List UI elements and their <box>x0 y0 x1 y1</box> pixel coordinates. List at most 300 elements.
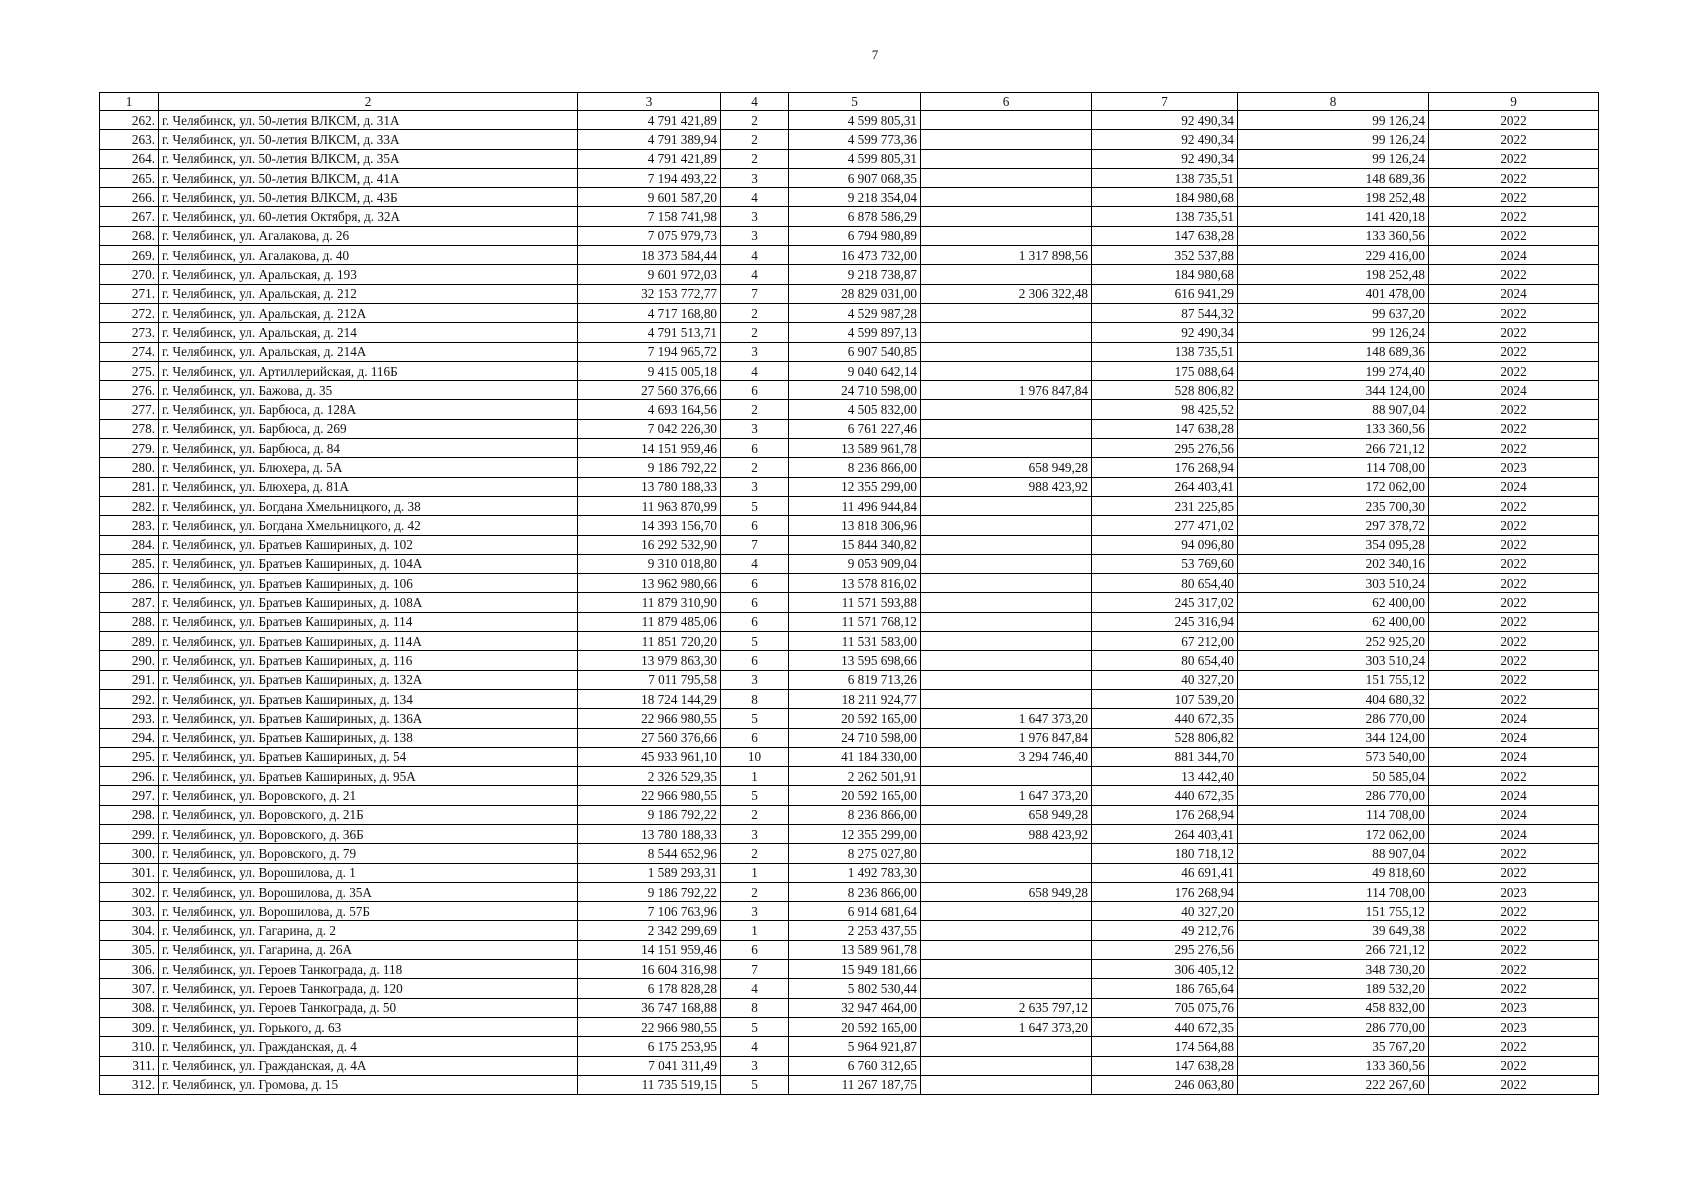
address-cell: г. Челябинск, ул. Героев Танкограда, д. 118 <box>159 960 578 979</box>
year-cell: 2022 <box>1429 323 1599 342</box>
control-cost-cell: 176 268,94 <box>1092 882 1238 901</box>
extra-cost-cell: 2 635 797,12 <box>921 998 1092 1017</box>
total-cost-cell: 1 589 293,31 <box>578 863 721 882</box>
address-cell: г. Челябинск, ул. 50-летия ВЛКСМ, д. 35А <box>159 149 578 168</box>
extra-cost-cell <box>921 168 1092 187</box>
table-row <box>100 728 1599 747</box>
extra-cost-cell: 658 949,28 <box>921 882 1092 901</box>
row-number-cell: 276. <box>100 381 159 400</box>
table-row <box>100 902 1599 921</box>
design-cost-cell: 266 721,12 <box>1238 940 1429 959</box>
count-cell: 5 <box>721 786 789 805</box>
total-cost-cell: 7 042 226,30 <box>578 419 721 438</box>
row-number-cell: 266. <box>100 188 159 207</box>
address-cell: г. Челябинск, ул. Ворошилова, д. 57Б <box>159 902 578 921</box>
cost-cell: 6 907 068,35 <box>789 168 921 187</box>
year-cell: 2022 <box>1429 670 1599 689</box>
address-cell: г. Челябинск, ул. Аральская, д. 214 <box>159 323 578 342</box>
extra-cost-cell <box>921 767 1092 786</box>
control-cost-cell: 13 442,40 <box>1092 767 1238 786</box>
count-cell: 7 <box>721 284 789 303</box>
cost-cell: 4 529 987,28 <box>789 303 921 322</box>
count-cell: 2 <box>721 844 789 863</box>
year-cell: 2024 <box>1429 381 1599 400</box>
row-number-cell: 296. <box>100 767 159 786</box>
year-cell: 2023 <box>1429 998 1599 1017</box>
control-cost-cell: 92 490,34 <box>1092 130 1238 149</box>
total-cost-cell: 16 292 532,90 <box>578 535 721 554</box>
count-cell: 4 <box>721 188 789 207</box>
address-cell: г. Челябинск, ул. Братьев Кашириных, д. 136А <box>159 709 578 728</box>
table-row <box>100 670 1599 689</box>
total-cost-cell: 9 601 587,20 <box>578 188 721 207</box>
extra-cost-cell <box>921 670 1092 689</box>
column-header: 6 <box>921 93 1092 111</box>
control-cost-cell: 147 638,28 <box>1092 226 1238 245</box>
control-cost-cell: 705 075,76 <box>1092 998 1238 1017</box>
extra-cost-cell <box>921 111 1092 130</box>
control-cost-cell: 175 088,64 <box>1092 361 1238 380</box>
year-cell: 2022 <box>1429 902 1599 921</box>
address-cell: г. Челябинск, ул. Громова, д. 15 <box>159 1075 578 1094</box>
count-cell: 6 <box>721 593 789 612</box>
address-cell: г. Челябинск, ул. Аральская, д. 214А <box>159 342 578 361</box>
column-header: 5 <box>789 93 921 111</box>
total-cost-cell: 7 194 965,72 <box>578 342 721 361</box>
control-cost-cell: 46 691,41 <box>1092 863 1238 882</box>
table-row <box>100 554 1599 573</box>
count-cell: 2 <box>721 303 789 322</box>
address-cell: г. Челябинск, ул. Барбюса, д. 84 <box>159 439 578 458</box>
table-row <box>100 1037 1599 1056</box>
row-number-cell: 273. <box>100 323 159 342</box>
control-cost-cell: 49 212,76 <box>1092 921 1238 940</box>
year-cell: 2022 <box>1429 574 1599 593</box>
table-row <box>100 535 1599 554</box>
extra-cost-cell <box>921 361 1092 380</box>
cost-cell: 11 267 187,75 <box>789 1075 921 1094</box>
row-number-cell: 275. <box>100 361 159 380</box>
total-cost-cell: 8 544 652,96 <box>578 844 721 863</box>
address-cell: г. Челябинск, ул. Братьев Кашириных, д. 132А <box>159 670 578 689</box>
total-cost-cell: 11 735 519,15 <box>578 1075 721 1094</box>
year-cell: 2022 <box>1429 554 1599 573</box>
total-cost-cell: 22 966 980,55 <box>578 709 721 728</box>
year-cell: 2022 <box>1429 149 1599 168</box>
cost-cell: 8 236 866,00 <box>789 805 921 824</box>
count-cell: 3 <box>721 1056 789 1075</box>
total-cost-cell: 36 747 168,88 <box>578 998 721 1017</box>
control-cost-cell: 277 471,02 <box>1092 516 1238 535</box>
extra-cost-cell: 3 294 746,40 <box>921 747 1092 766</box>
count-cell: 5 <box>721 496 789 515</box>
count-cell: 2 <box>721 805 789 824</box>
control-cost-cell: 176 268,94 <box>1092 805 1238 824</box>
cost-cell: 6 819 713,26 <box>789 670 921 689</box>
design-cost-cell: 49 818,60 <box>1238 863 1429 882</box>
year-cell: 2024 <box>1429 786 1599 805</box>
register-table <box>99 92 1599 1095</box>
row-number-cell: 288. <box>100 612 159 631</box>
cost-cell: 32 947 464,00 <box>789 998 921 1017</box>
address-cell: г. Челябинск, ул. Братьев Кашириных, д. 134 <box>159 689 578 708</box>
extra-cost-cell <box>921 632 1092 651</box>
row-number-cell: 265. <box>100 168 159 187</box>
count-cell: 3 <box>721 342 789 361</box>
count-cell: 3 <box>721 824 789 843</box>
extra-cost-cell <box>921 960 1092 979</box>
control-cost-cell: 264 403,41 <box>1092 477 1238 496</box>
extra-cost-cell <box>921 979 1092 998</box>
total-cost-cell: 9 601 972,03 <box>578 265 721 284</box>
design-cost-cell: 62 400,00 <box>1238 593 1429 612</box>
cost-cell: 20 592 165,00 <box>789 1017 921 1036</box>
design-cost-cell: 50 585,04 <box>1238 767 1429 786</box>
year-cell: 2022 <box>1429 168 1599 187</box>
address-cell: г. Челябинск, ул. Агалакова, д. 26 <box>159 226 578 245</box>
table-row <box>100 516 1599 535</box>
design-cost-cell: 404 680,32 <box>1238 689 1429 708</box>
control-cost-cell: 67 212,00 <box>1092 632 1238 651</box>
year-cell: 2022 <box>1429 303 1599 322</box>
design-cost-cell: 198 252,48 <box>1238 265 1429 284</box>
extra-cost-cell <box>921 188 1092 207</box>
control-cost-cell: 174 564,88 <box>1092 1037 1238 1056</box>
extra-cost-cell: 1 647 373,20 <box>921 1017 1092 1036</box>
extra-cost-cell <box>921 226 1092 245</box>
total-cost-cell: 9 186 792,22 <box>578 458 721 477</box>
total-cost-cell: 7 075 979,73 <box>578 226 721 245</box>
table-row <box>100 747 1599 766</box>
design-cost-cell: 297 378,72 <box>1238 516 1429 535</box>
control-cost-cell: 40 327,20 <box>1092 902 1238 921</box>
table-row <box>100 477 1599 496</box>
count-cell: 3 <box>721 419 789 438</box>
table-row <box>100 689 1599 708</box>
cost-cell: 5 802 530,44 <box>789 979 921 998</box>
total-cost-cell: 27 560 376,66 <box>578 728 721 747</box>
control-cost-cell: 245 316,94 <box>1092 612 1238 631</box>
table-row <box>100 960 1599 979</box>
row-number-cell: 262. <box>100 111 159 130</box>
address-cell: г. Челябинск, ул. Братьев Кашириных, д. 102 <box>159 535 578 554</box>
extra-cost-cell <box>921 844 1092 863</box>
table-row <box>100 111 1599 130</box>
control-cost-cell: 80 654,40 <box>1092 574 1238 593</box>
row-number-cell: 280. <box>100 458 159 477</box>
address-cell: г. Челябинск, ул. Аральская, д. 193 <box>159 265 578 284</box>
cost-cell: 28 829 031,00 <box>789 284 921 303</box>
extra-cost-cell <box>921 940 1092 959</box>
table-row <box>100 130 1599 149</box>
design-cost-cell: 189 532,20 <box>1238 979 1429 998</box>
control-cost-cell: 147 638,28 <box>1092 1056 1238 1075</box>
design-cost-cell: 39 649,38 <box>1238 921 1429 940</box>
control-cost-cell: 295 276,56 <box>1092 439 1238 458</box>
address-cell: г. Челябинск, ул. Богдана Хмельницкого, д. 42 <box>159 516 578 535</box>
address-cell: г. Челябинск, ул. Братьев Кашириных, д. 95А <box>159 767 578 786</box>
table-row <box>100 168 1599 187</box>
total-cost-cell: 9 310 018,80 <box>578 554 721 573</box>
address-cell: г. Челябинск, ул. Бажова, д. 35 <box>159 381 578 400</box>
total-cost-cell: 13 780 188,33 <box>578 824 721 843</box>
year-cell: 2022 <box>1429 921 1599 940</box>
extra-cost-cell <box>921 323 1092 342</box>
control-cost-cell: 440 672,35 <box>1092 1017 1238 1036</box>
table-row <box>100 284 1599 303</box>
address-cell: г. Челябинск, ул. Артиллерийская, д. 116Б <box>159 361 578 380</box>
year-cell: 2024 <box>1429 747 1599 766</box>
extra-cost-cell <box>921 149 1092 168</box>
control-cost-cell: 186 765,64 <box>1092 979 1238 998</box>
row-number-cell: 309. <box>100 1017 159 1036</box>
year-cell: 2022 <box>1429 361 1599 380</box>
cost-cell: 41 184 330,00 <box>789 747 921 766</box>
year-cell: 2022 <box>1429 593 1599 612</box>
table-row <box>100 419 1599 438</box>
control-cost-cell: 245 317,02 <box>1092 593 1238 612</box>
extra-cost-cell <box>921 902 1092 921</box>
count-cell: 8 <box>721 689 789 708</box>
extra-cost-cell <box>921 516 1092 535</box>
row-number-cell: 293. <box>100 709 159 728</box>
total-cost-cell: 32 153 772,77 <box>578 284 721 303</box>
row-number-cell: 263. <box>100 130 159 149</box>
address-cell: г. Челябинск, ул. Блюхера, д. 81А <box>159 477 578 496</box>
extra-cost-cell: 1 976 847,84 <box>921 728 1092 747</box>
extra-cost-cell <box>921 593 1092 612</box>
address-cell: г. Челябинск, ул. Братьев Кашириных, д. 108А <box>159 593 578 612</box>
design-cost-cell: 199 274,40 <box>1238 361 1429 380</box>
count-cell: 3 <box>721 902 789 921</box>
address-cell: г. Челябинск, ул. Барбюса, д. 128А <box>159 400 578 419</box>
cost-cell: 16 473 732,00 <box>789 246 921 265</box>
control-cost-cell: 440 672,35 <box>1092 786 1238 805</box>
address-cell: г. Челябинск, ул. 50-летия ВЛКСМ, д. 43Б <box>159 188 578 207</box>
row-number-cell: 311. <box>100 1056 159 1075</box>
design-cost-cell: 151 755,12 <box>1238 902 1429 921</box>
design-cost-cell: 266 721,12 <box>1238 439 1429 458</box>
address-cell: г. Челябинск, ул. Ворошилова, д. 1 <box>159 863 578 882</box>
extra-cost-cell <box>921 207 1092 226</box>
total-cost-cell: 2 326 529,35 <box>578 767 721 786</box>
extra-cost-cell <box>921 130 1092 149</box>
design-cost-cell: 172 062,00 <box>1238 824 1429 843</box>
total-cost-cell: 9 186 792,22 <box>578 882 721 901</box>
address-cell: г. Челябинск, ул. Ворошилова, д. 35А <box>159 882 578 901</box>
year-cell: 2023 <box>1429 1017 1599 1036</box>
count-cell: 6 <box>721 574 789 593</box>
control-cost-cell: 107 539,20 <box>1092 689 1238 708</box>
row-number-cell: 284. <box>100 535 159 554</box>
control-cost-cell: 528 806,82 <box>1092 728 1238 747</box>
design-cost-cell: 133 360,56 <box>1238 419 1429 438</box>
control-cost-cell: 92 490,34 <box>1092 323 1238 342</box>
design-cost-cell: 229 416,00 <box>1238 246 1429 265</box>
design-cost-cell: 114 708,00 <box>1238 805 1429 824</box>
total-cost-cell: 13 780 188,33 <box>578 477 721 496</box>
cost-cell: 4 599 805,31 <box>789 111 921 130</box>
row-number-cell: 308. <box>100 998 159 1017</box>
year-cell: 2022 <box>1429 651 1599 670</box>
table-row <box>100 226 1599 245</box>
address-cell: г. Челябинск, ул. Гагарина, д. 26А <box>159 940 578 959</box>
row-number-cell: 299. <box>100 824 159 843</box>
row-number-cell: 281. <box>100 477 159 496</box>
design-cost-cell: 151 755,12 <box>1238 670 1429 689</box>
address-cell: г. Челябинск, ул. Гражданская, д. 4 <box>159 1037 578 1056</box>
cost-cell: 6 760 312,65 <box>789 1056 921 1075</box>
design-cost-cell: 354 095,28 <box>1238 535 1429 554</box>
address-cell: г. Челябинск, ул. Воровского, д. 79 <box>159 844 578 863</box>
address-cell: г. Челябинск, ул. Блюхера, д. 5А <box>159 458 578 477</box>
total-cost-cell: 22 966 980,55 <box>578 786 721 805</box>
year-cell: 2024 <box>1429 709 1599 728</box>
control-cost-cell: 176 268,94 <box>1092 458 1238 477</box>
control-cost-cell: 352 537,88 <box>1092 246 1238 265</box>
year-cell: 2024 <box>1429 824 1599 843</box>
control-cost-cell: 80 654,40 <box>1092 651 1238 670</box>
total-cost-cell: 13 979 863,30 <box>578 651 721 670</box>
row-number-cell: 295. <box>100 747 159 766</box>
design-cost-cell: 303 510,24 <box>1238 574 1429 593</box>
extra-cost-cell: 1 647 373,20 <box>921 786 1092 805</box>
row-number-cell: 289. <box>100 632 159 651</box>
extra-cost-cell <box>921 651 1092 670</box>
count-cell: 2 <box>721 458 789 477</box>
count-cell: 3 <box>721 168 789 187</box>
address-cell: г. Челябинск, ул. Барбюса, д. 269 <box>159 419 578 438</box>
row-number-cell: 282. <box>100 496 159 515</box>
extra-cost-cell: 2 306 322,48 <box>921 284 1092 303</box>
cost-cell: 13 589 961,78 <box>789 439 921 458</box>
table-row <box>100 1075 1599 1094</box>
extra-cost-cell <box>921 921 1092 940</box>
control-cost-cell: 98 425,52 <box>1092 400 1238 419</box>
year-cell: 2022 <box>1429 130 1599 149</box>
extra-cost-cell <box>921 554 1092 573</box>
year-cell: 2022 <box>1429 979 1599 998</box>
extra-cost-cell: 658 949,28 <box>921 805 1092 824</box>
count-cell: 4 <box>721 246 789 265</box>
design-cost-cell: 99 126,24 <box>1238 111 1429 130</box>
design-cost-cell: 344 124,00 <box>1238 728 1429 747</box>
table-row <box>100 361 1599 380</box>
count-cell: 3 <box>721 477 789 496</box>
count-cell: 2 <box>721 323 789 342</box>
address-cell: г. Челябинск, ул. Агалакова, д. 40 <box>159 246 578 265</box>
row-number-cell: 278. <box>100 419 159 438</box>
year-cell: 2024 <box>1429 728 1599 747</box>
count-cell: 3 <box>721 207 789 226</box>
cost-cell: 12 355 299,00 <box>789 477 921 496</box>
control-cost-cell: 180 718,12 <box>1092 844 1238 863</box>
design-cost-cell: 172 062,00 <box>1238 477 1429 496</box>
count-cell: 4 <box>721 265 789 284</box>
row-number-cell: 305. <box>100 940 159 959</box>
count-cell: 7 <box>721 960 789 979</box>
row-number-cell: 306. <box>100 960 159 979</box>
extra-cost-cell <box>921 265 1092 284</box>
cost-cell: 4 599 805,31 <box>789 149 921 168</box>
count-cell: 10 <box>721 747 789 766</box>
cost-cell: 24 710 598,00 <box>789 381 921 400</box>
row-number-cell: 286. <box>100 574 159 593</box>
row-number-cell: 269. <box>100 246 159 265</box>
extra-cost-cell <box>921 574 1092 593</box>
total-cost-cell: 7 106 763,96 <box>578 902 721 921</box>
table-header <box>100 93 1599 111</box>
total-cost-cell: 6 175 253,95 <box>578 1037 721 1056</box>
table-row <box>100 574 1599 593</box>
row-number-cell: 310. <box>100 1037 159 1056</box>
cost-cell: 6 794 980,89 <box>789 226 921 245</box>
design-cost-cell: 202 340,16 <box>1238 554 1429 573</box>
address-cell: г. Челябинск, ул. Братьев Кашириных, д. 104А <box>159 554 578 573</box>
table-row <box>100 188 1599 207</box>
row-number-cell: 302. <box>100 882 159 901</box>
design-cost-cell: 458 832,00 <box>1238 998 1429 1017</box>
control-cost-cell: 40 327,20 <box>1092 670 1238 689</box>
count-cell: 6 <box>721 516 789 535</box>
table-row <box>100 651 1599 670</box>
count-cell: 6 <box>721 728 789 747</box>
cost-cell: 4 599 897,13 <box>789 323 921 342</box>
year-cell: 2022 <box>1429 496 1599 515</box>
column-header: 8 <box>1238 93 1429 111</box>
total-cost-cell: 2 342 299,69 <box>578 921 721 940</box>
cost-cell: 11 571 593,88 <box>789 593 921 612</box>
design-cost-cell: 88 907,04 <box>1238 844 1429 863</box>
row-number-cell: 298. <box>100 805 159 824</box>
total-cost-cell: 14 393 156,70 <box>578 516 721 535</box>
address-cell: г. Челябинск, ул. Братьев Кашириных, д. 138 <box>159 728 578 747</box>
control-cost-cell: 138 735,51 <box>1092 168 1238 187</box>
year-cell: 2022 <box>1429 940 1599 959</box>
row-number-cell: 291. <box>100 670 159 689</box>
year-cell: 2024 <box>1429 284 1599 303</box>
column-header: 1 <box>100 93 159 111</box>
total-cost-cell: 13 962 980,66 <box>578 574 721 593</box>
column-header: 9 <box>1429 93 1599 111</box>
year-cell: 2022 <box>1429 1037 1599 1056</box>
row-number-cell: 277. <box>100 400 159 419</box>
total-cost-cell: 4 791 389,94 <box>578 130 721 149</box>
year-cell: 2022 <box>1429 1075 1599 1094</box>
year-cell: 2024 <box>1429 477 1599 496</box>
total-cost-cell: 14 151 959,46 <box>578 439 721 458</box>
table-body <box>100 111 1599 1095</box>
year-cell: 2022 <box>1429 516 1599 535</box>
table-row <box>100 400 1599 419</box>
table-row <box>100 1017 1599 1036</box>
column-header: 7 <box>1092 93 1238 111</box>
design-cost-cell: 148 689,36 <box>1238 342 1429 361</box>
table-row <box>100 149 1599 168</box>
cost-cell: 6 907 540,85 <box>789 342 921 361</box>
row-number-cell: 301. <box>100 863 159 882</box>
design-cost-cell: 148 689,36 <box>1238 168 1429 187</box>
table-row <box>100 786 1599 805</box>
total-cost-cell: 11 879 310,90 <box>578 593 721 612</box>
address-cell: г. Челябинск, ул. Воровского, д. 21 <box>159 786 578 805</box>
cost-cell: 6 761 227,46 <box>789 419 921 438</box>
extra-cost-cell <box>921 535 1092 554</box>
total-cost-cell: 7 158 741,98 <box>578 207 721 226</box>
table-row <box>100 844 1599 863</box>
control-cost-cell: 184 980,68 <box>1092 265 1238 284</box>
cost-cell: 13 578 816,02 <box>789 574 921 593</box>
